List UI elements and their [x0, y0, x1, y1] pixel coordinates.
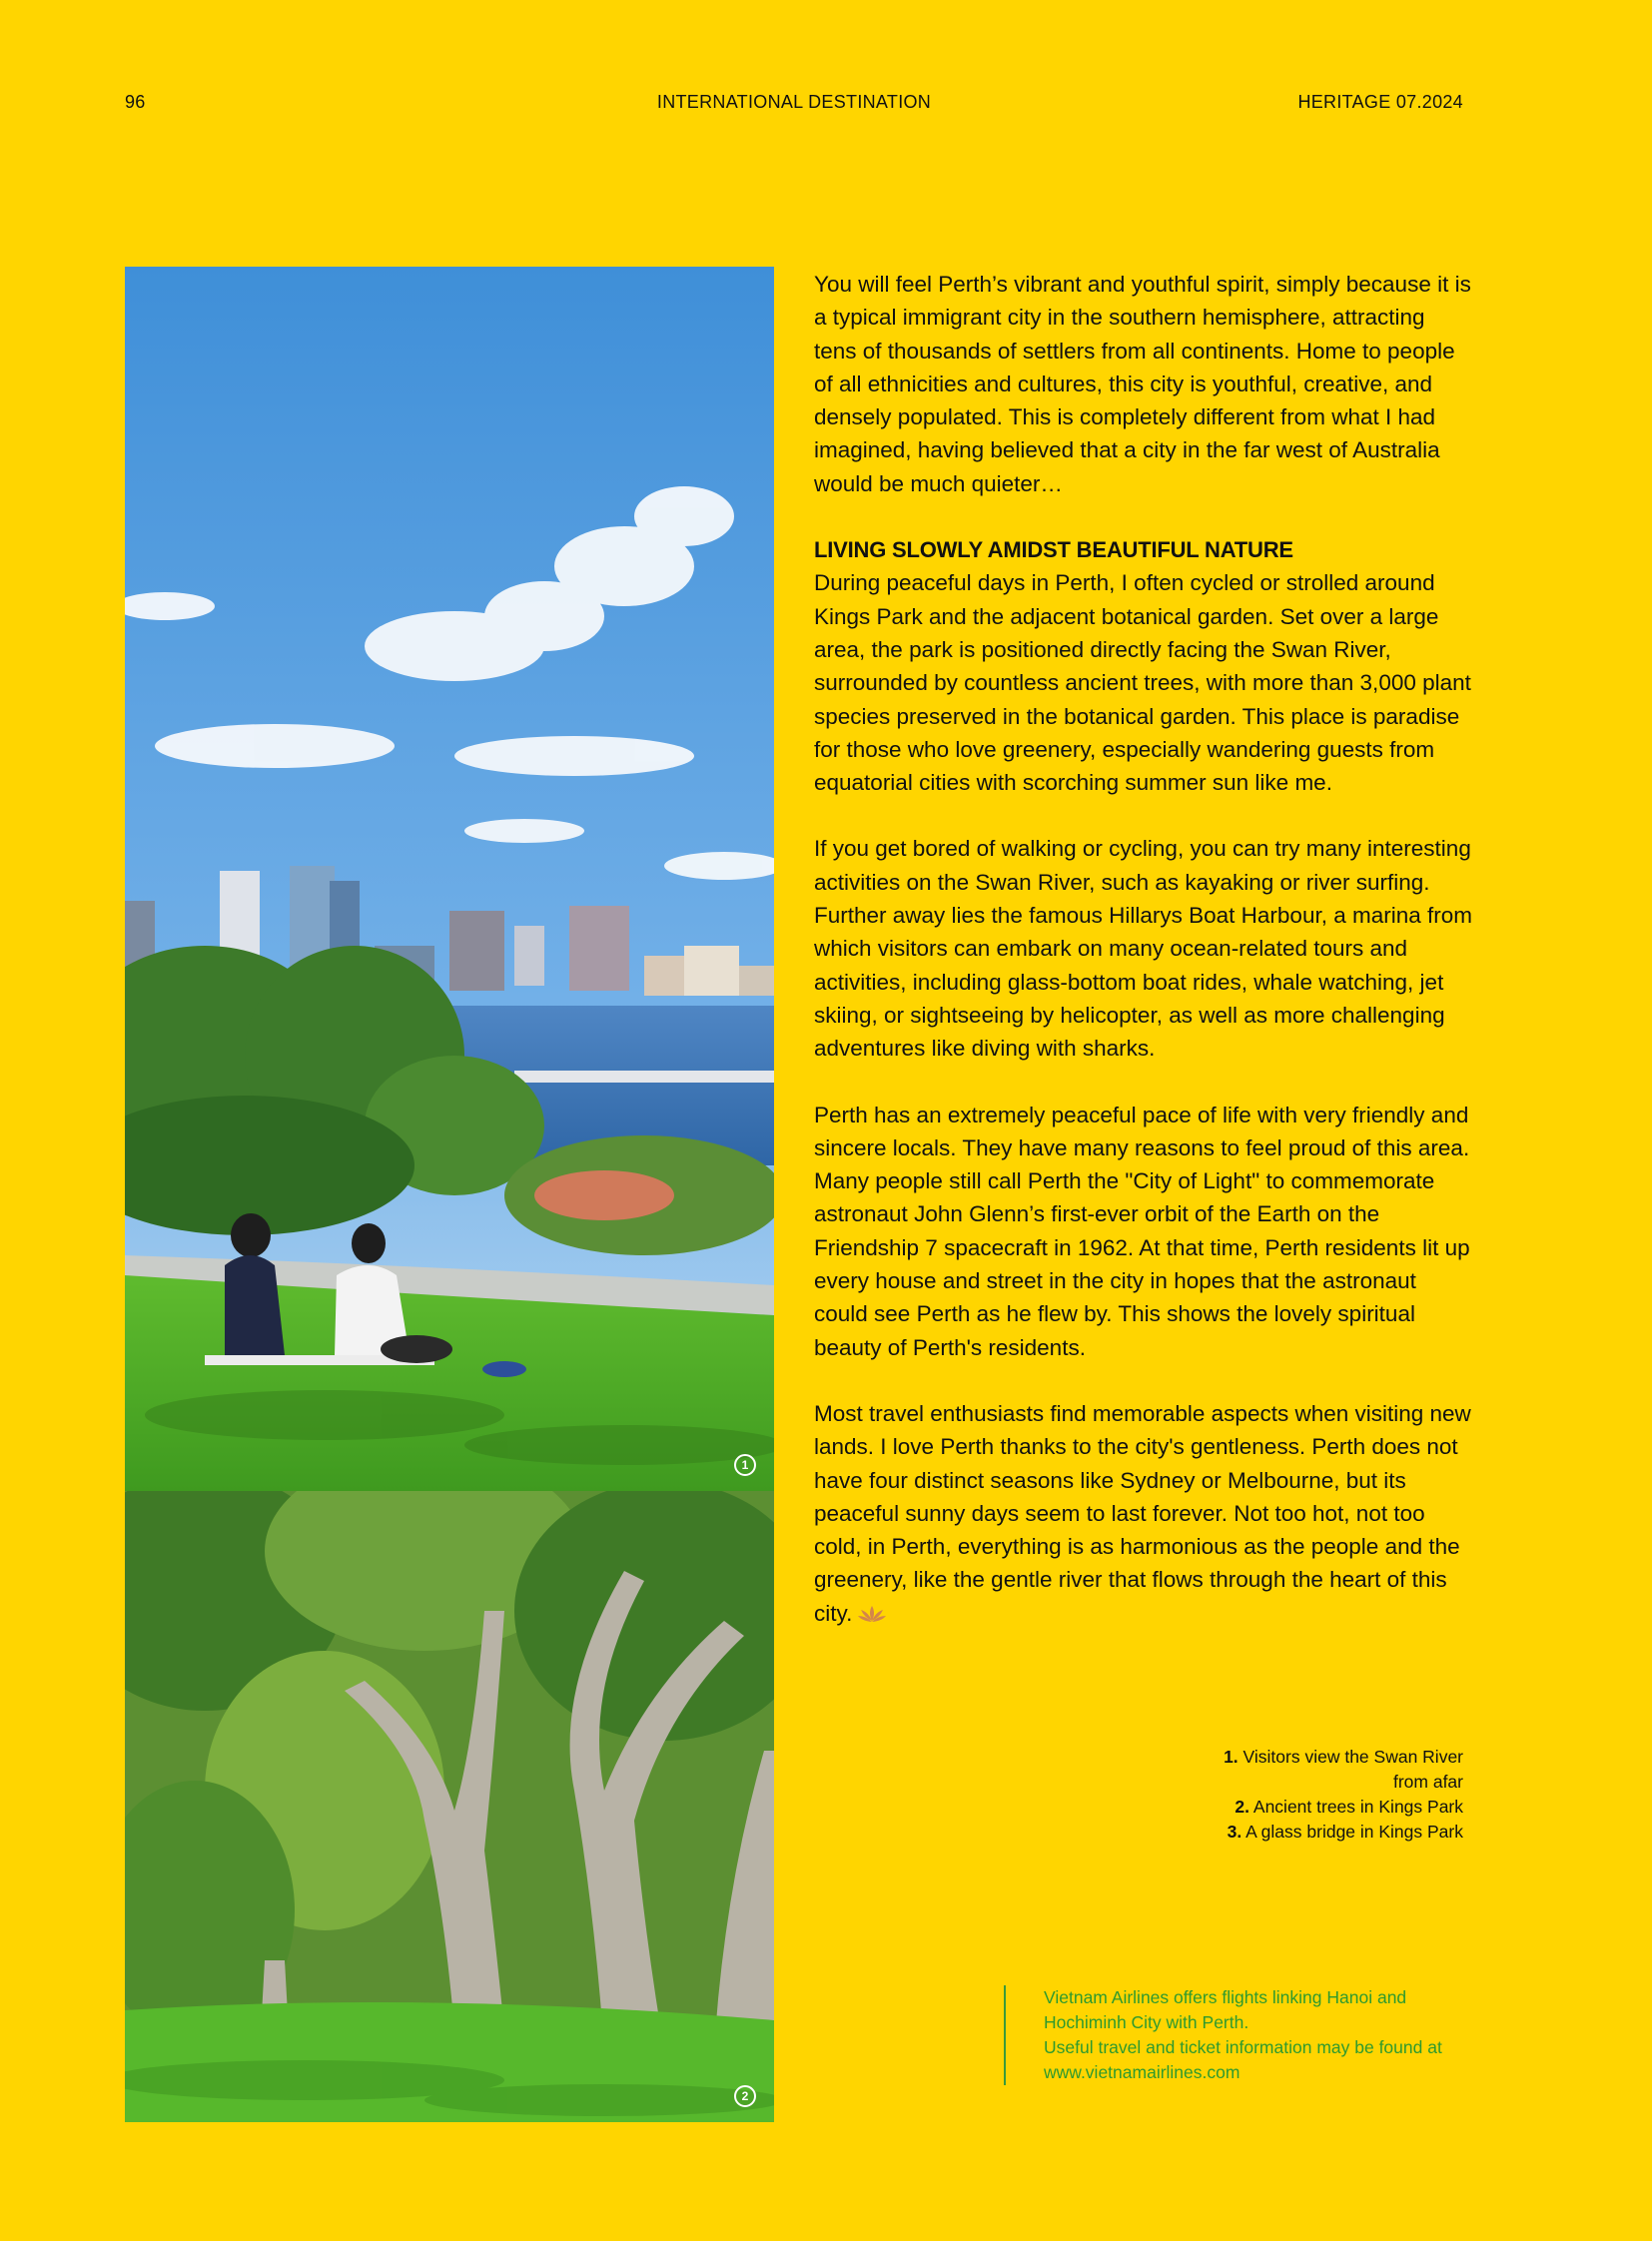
caption-item: 1. Visitors view the Swan River from afar [1224, 1747, 1463, 1792]
photo-number-badge: 1 [734, 1454, 756, 1476]
photo-swan-river [125, 267, 774, 1491]
caption-item: 3. A glass bridge in Kings Park [1227, 1822, 1463, 1842]
body-paragraph: Most travel enthusiasts find memorable aspects when visiting new lands. I love Perth thanks to the city's gentleness. Perth does not have four distinct seasons like Sydney or Melbourne, but its peaceful sunny days seem to last forever. Not too hot, not too cold, in Perth, everything is as harmonious as the people and the greenery, like the gentle river that flows through the heart of this city. [814, 1400, 1471, 1626]
photo-captions [1204, 1745, 1463, 1845]
airline-info-note [1004, 1985, 1483, 2085]
photo-ancient-trees [125, 1491, 774, 2122]
note-line: Useful travel and ticket information may be found at www.vietnamairlines.com [1044, 2037, 1442, 2082]
issue-label: HERITAGE 07.2024 [1297, 92, 1463, 112]
section-heading: LIVING SLOWLY AMIDST BEAUTIFUL NATURE [814, 537, 1293, 563]
photo-number-badge: 2 [734, 2085, 756, 2107]
article-body [814, 268, 1473, 1630]
body-paragraph: During peaceful days in Perth, I often cycled or strolled around Kings Park and the adjacent botanical garden. Set over a large area, the park is positioned directly facing the Swan River, surrounded by countless ancient trees, with more than 3,000 plant species preserved in the botanical garden. This place is paradise for those who love greenery, especially wandering guests from equatorial cities with scorching summer sun like me. [814, 570, 1471, 796]
section-title: INTERNATIONAL DESTINATION [656, 92, 932, 112]
note-line: Vietnam Airlines offers flights linking Hanoi and Hochiminh City with Perth. [1044, 1987, 1407, 2032]
intro-paragraph: You will feel Perth’s vibrant and youthful spirit, simply because it is a typical immigrant city in the southern hemisphere, attracting tens of thousands of settlers from all continents. Home to people of all ethnicities and cultures, this city is youthful, creative, and densely populated. This is completely different from what I had imagined, having believed that a city in the far west of Australia would be much quieter… [814, 272, 1471, 496]
caption-item: 2. Ancient trees in Kings Park [1235, 1797, 1463, 1817]
page-number: 96 [125, 92, 146, 112]
body-paragraph: Perth has an extremely peaceful pace of life with very friendly and sincere locals. They have many reasons to feel proud of this area. Many people still call Perth the "City of Light" to commemorate astronaut John Glenn’s first-ever orbit of the Earth on the Friendship 7 spacecraft in 1962. At that time, Perth residents lit up every house and street in the city in hopes that the astronaut could see Perth as he flew by. This shows the lovely spiritual beauty of Perth's residents. [814, 1102, 1470, 1360]
page-header [125, 92, 1463, 122]
lotus-icon [858, 1605, 886, 1623]
body-paragraph: If you get bored of walking or cycling, you can try many interesting activities on the Swan River, such as kayaking or river surfing. Further away lies the famous Hillarys Boat Harbour, a marina from which visitors can embark on many ocean-related tours and activities, including glass-bottom boat rides, whale watching, jet skiing, or sightseeing by helicopter, as well as more challenging adventures like diving with sharks. [814, 836, 1473, 1062]
